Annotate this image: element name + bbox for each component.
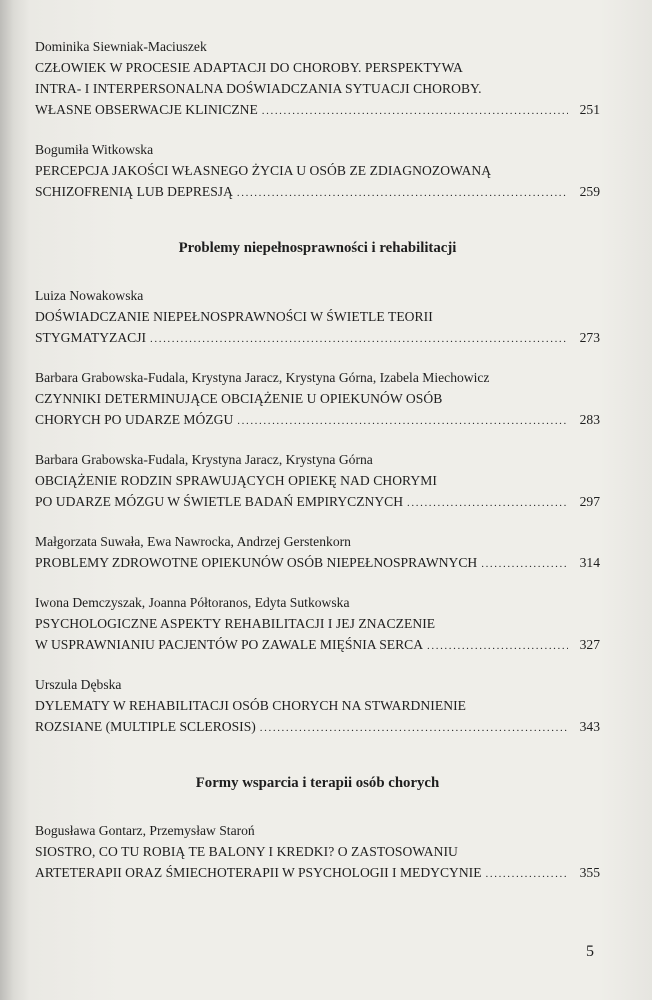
- entry-page-number: 343: [579, 719, 600, 734]
- entry-authors: Małgorzata Suwała, Ewa Nawrocka, Andrzej Gerstenkorn: [35, 534, 351, 549]
- entry-page-number: 314: [579, 555, 600, 570]
- entry-title-text: STYGMATYZACJI: [35, 330, 147, 345]
- entry-title-line: DYLEMATY W REHABILITACJI OSÓB CHORYCH NA STWARDNIENIE: [35, 698, 467, 713]
- entry-title-line: INTRA- I INTERPERSONALNA DOŚWIADCZANIA SYTUACJI CHOROBY.: [35, 81, 482, 96]
- entry-page-number: 259: [579, 184, 600, 199]
- entry-title-line: SIOSTRO, CO TU ROBIĄ TE BALONY I KREDKI? O ZASTOSOWANIU: [35, 844, 458, 859]
- toc-entry: [35, 285, 600, 350]
- entry-title-text: PO UDARZE MÓZGU W ŚWIETLE BADAŃ EMPIRYCZNYCH: [35, 494, 404, 509]
- entry-title-line: OBCIĄŻENIE RODZIN SPRAWUJĄCYCH OPIEKĘ NAD CHORYMI: [35, 473, 438, 488]
- entry-authors: Luiza Nowakowska: [35, 288, 144, 303]
- toc-entry: [35, 820, 600, 885]
- entry-title-text: WŁASNE OBSERWACJE KLINICZNE: [35, 102, 258, 117]
- entry-title-last-line: [35, 552, 600, 575]
- toc-entry: [35, 139, 600, 204]
- entry-authors: Bogumiła Witkowska: [35, 142, 154, 157]
- entry-title-line: PERCEPCJA JAKOŚCI WŁASNEGO ŻYCIA U OSÓB ZE ZDIAGNOZOWANĄ: [35, 163, 492, 178]
- dot-leader: [237, 183, 568, 204]
- entry-page-number: 327: [579, 637, 600, 652]
- toc-group-support: [35, 820, 600, 885]
- toc-entry: [35, 592, 600, 657]
- entry-title-line: CZYNNIKI DETERMINUJĄCE OBCIĄŻENIE U OPIEKUNÓW OSÓB: [35, 391, 443, 406]
- toc-entry: [35, 367, 600, 432]
- dot-leader: [260, 718, 568, 739]
- entry-title-text: SCHIZOFRENIĄ LUB DEPRESJĄ: [35, 184, 233, 199]
- entry-authors: Barbara Grabowska-Fudala, Krystyna Jaracz, Krystyna Górna, Izabela Miechowicz: [35, 370, 490, 385]
- entry-title-text: PROBLEMY ZDROWOTNE OPIEKUNÓW OSÓB NIEPEŁNOSPRAWNYCH: [35, 555, 478, 570]
- section-heading-disability: Problemy niepełnosprawności i rehabilitacji: [178, 240, 457, 256]
- entry-authors: Dominika Siewniak-Maciuszek: [35, 39, 207, 54]
- dot-leader: [407, 493, 568, 514]
- dot-leader: [427, 636, 568, 657]
- toc-group-disability: [35, 285, 600, 739]
- dot-leader: [486, 864, 568, 885]
- dot-leader: [237, 411, 568, 432]
- entry-page-number: 297: [579, 494, 600, 509]
- entry-title-last-line: [35, 716, 600, 739]
- entry-authors: Iwona Demczyszak, Joanna Półtoranos, Edyta Sutkowska: [35, 595, 350, 610]
- toc-entry: [35, 449, 600, 514]
- entry-page-number: 283: [579, 412, 600, 427]
- entry-title-line: CZŁOWIEK W PROCESIE ADAPTACJI DO CHOROBY. PERSPEKTYWA: [35, 60, 463, 75]
- entry-title-last-line: [35, 181, 600, 204]
- entry-title-text: W USPRAWNIANIU PACJENTÓW PO ZAWALE MIĘŚNIA SERCA: [35, 637, 424, 652]
- page-number: 5: [586, 943, 594, 960]
- dot-leader: [150, 329, 568, 350]
- entry-title-text: ARTETERAPII ORAZ ŚMIECHOTERAPII W PSYCHOLOGII I MEDYCYNIE: [35, 865, 482, 880]
- table-of-contents: [35, 36, 600, 902]
- toc-entry: [35, 36, 600, 122]
- entry-authors: Urszula Dębska: [35, 677, 122, 692]
- entry-title-last-line: [35, 99, 600, 122]
- entry-title-last-line: [35, 491, 600, 514]
- toc-entry: [35, 531, 600, 575]
- entry-page-number: 355: [579, 865, 600, 880]
- dot-leader: [262, 101, 568, 122]
- entry-authors: Barbara Grabowska-Fudala, Krystyna Jaracz, Krystyna Górna: [35, 452, 373, 467]
- section-heading-support: Formy wsparcia i terapii osób chorych: [195, 775, 440, 791]
- entry-title-line: DOŚWIADCZANIE NIEPEŁNOSPRAWNOŚCI W ŚWIETLE TEORII: [35, 309, 433, 324]
- entry-title-line: PSYCHOLOGICZNE ASPEKTY REHABILITACJI I JEJ ZNACZENIE: [35, 616, 436, 631]
- entry-title-last-line: [35, 634, 600, 657]
- toc-group-intro: [35, 36, 600, 204]
- entry-title-last-line: [35, 327, 600, 350]
- toc-entry: [35, 674, 600, 739]
- dot-leader: [481, 554, 568, 575]
- entry-title-last-line: [35, 862, 600, 885]
- entry-page-number: 273: [579, 330, 600, 345]
- entry-authors: Bogusława Gontarz, Przemysław Staroń: [35, 823, 255, 838]
- entry-title-last-line: [35, 409, 600, 432]
- entry-title-text: CHORYCH PO UDARZE MÓZGU: [35, 412, 234, 427]
- entry-page-number: 251: [579, 102, 600, 117]
- entry-title-text: ROZSIANE (MULTIPLE SCLEROSIS): [35, 719, 256, 734]
